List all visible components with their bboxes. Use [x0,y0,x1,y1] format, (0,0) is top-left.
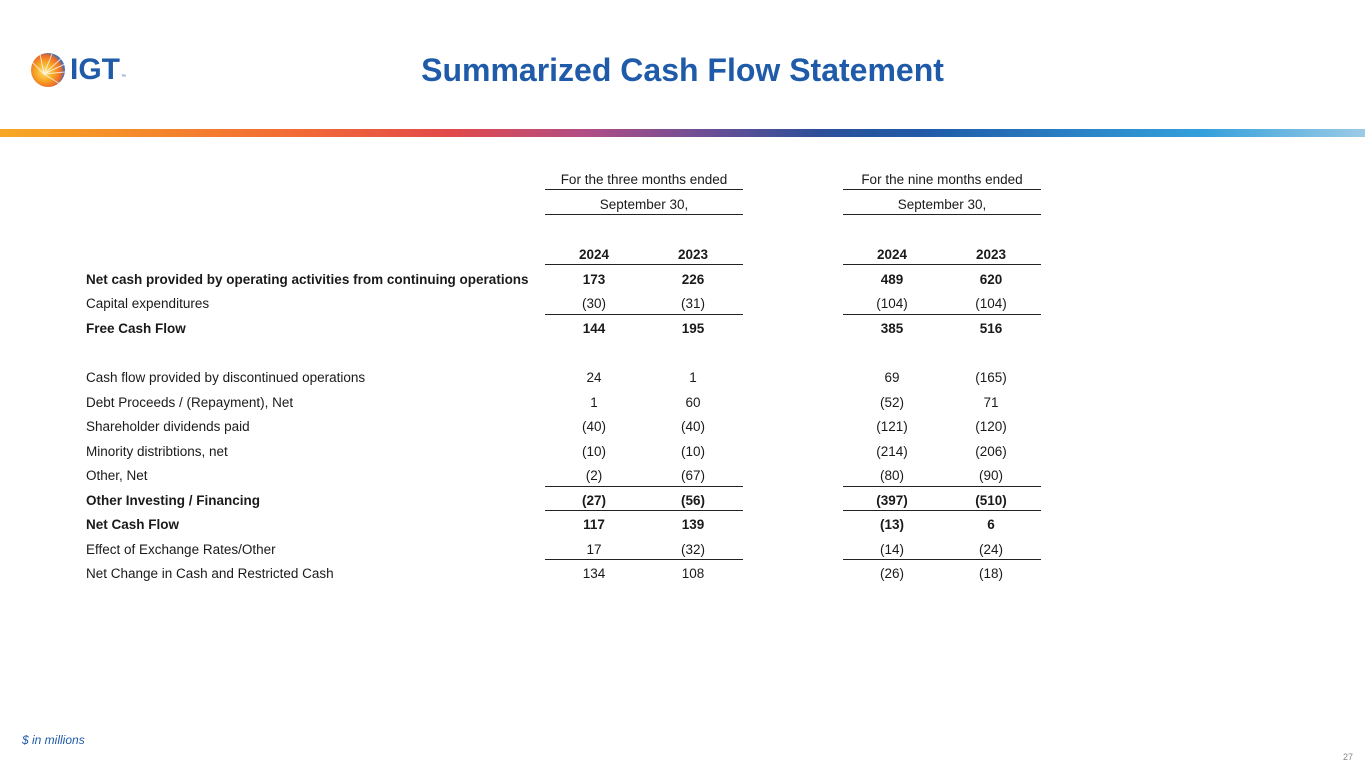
row-value: (10) [581,444,606,459]
row-label: Free Cash Flow [86,321,186,336]
row-value: (18) [978,566,1003,581]
row-value: (40) [581,419,606,434]
row-label: Net Cash Flow [86,517,180,532]
header-rule [545,214,743,215]
row-label: Effect of Exchange Rates/Other [86,542,276,557]
row-label: Cash flow provided by discontinued operations [86,370,366,385]
row-rule [545,314,743,315]
row-value: 144 [582,321,606,336]
row-value: (31) [680,296,705,311]
header-three-months: For the three months ended [560,172,728,187]
page-number: 27 [1342,752,1353,762]
header-rule [843,264,1041,265]
page-title: Summarized Cash Flow Statement [421,52,944,88]
row-label: Minority distribtions, net [86,444,228,459]
row-value: (14) [879,542,904,557]
row-rule [843,510,1041,511]
row-value: (165) [975,370,1007,385]
row-value: (90) [978,468,1003,483]
row-value: (24) [978,542,1003,557]
row-label: Net Change in Cash and Restricted Cash [86,566,334,581]
year-header: 2024 [578,247,610,262]
row-value: (52) [879,395,904,410]
year-header: 2024 [876,247,908,262]
row-rule [843,314,1041,315]
row-value: (80) [879,468,904,483]
row-label: Debt Proceeds / (Repayment), Net [86,395,294,410]
row-rule [545,486,743,487]
row-value: 173 [582,272,606,287]
row-value: (121) [876,419,908,434]
row-rule [545,510,743,511]
row-value: (40) [680,419,705,434]
row-value: 117 [583,517,605,532]
footnote-units: $ in millions [22,733,85,747]
row-value: (27) [581,493,606,508]
row-value: 17 [586,542,602,557]
row-value: 1 [590,395,598,410]
row-value: (30) [581,296,606,311]
row-value: (510) [975,493,1007,508]
row-label: Shareholder dividends paid [86,419,250,434]
row-value: (56) [680,493,705,508]
row-value: 385 [880,321,904,336]
row-value: (67) [680,468,705,483]
row-value: (104) [876,296,908,311]
row-value: 71 [983,395,999,410]
row-value: (26) [879,566,904,581]
year-header: 2023 [975,247,1007,262]
header-rule [545,189,743,190]
year-header: 2023 [677,247,709,262]
row-value: 60 [685,395,701,410]
row-value: 489 [880,272,904,287]
row-value: (2) [585,468,603,483]
row-value: 69 [884,370,900,385]
row-label: Net cash provided by operating activities from continuing operations [86,272,529,287]
row-rule [843,559,1041,560]
logo-text: IGT [70,53,120,86]
header-rule [545,264,743,265]
row-value: 516 [979,321,1003,336]
row-value: 134 [582,566,606,581]
row-value: (206) [975,444,1007,459]
header-rule [843,214,1041,215]
row-label: Other Investing / Financing [86,493,261,508]
row-value: 139 [681,517,705,532]
row-value: (13) [879,517,904,532]
header-rule [843,189,1041,190]
row-value: (120) [975,419,1007,434]
row-value: 195 [681,321,705,336]
header-nine-months: For the nine months ended [861,172,1023,187]
row-value: (104) [975,296,1007,311]
row-value: (10) [680,444,705,459]
row-rule [843,486,1041,487]
row-rule [545,559,743,560]
row-label: Other, Net [86,468,148,483]
row-value: 226 [681,272,705,287]
header-period-end-3: September 30, [599,197,689,212]
row-value: (214) [876,444,908,459]
row-label: Capital expenditures [86,296,210,311]
row-value: (32) [680,542,705,557]
row-value: 24 [586,370,602,385]
row-value: 108 [681,566,705,581]
row-value: (397) [876,493,908,508]
row-value: 6 [987,517,995,532]
row-value: 620 [979,272,1003,287]
header-period-end-9: September 30, [897,197,987,212]
row-value: 1 [689,370,697,385]
logo-trademark: ™ [121,74,126,80]
